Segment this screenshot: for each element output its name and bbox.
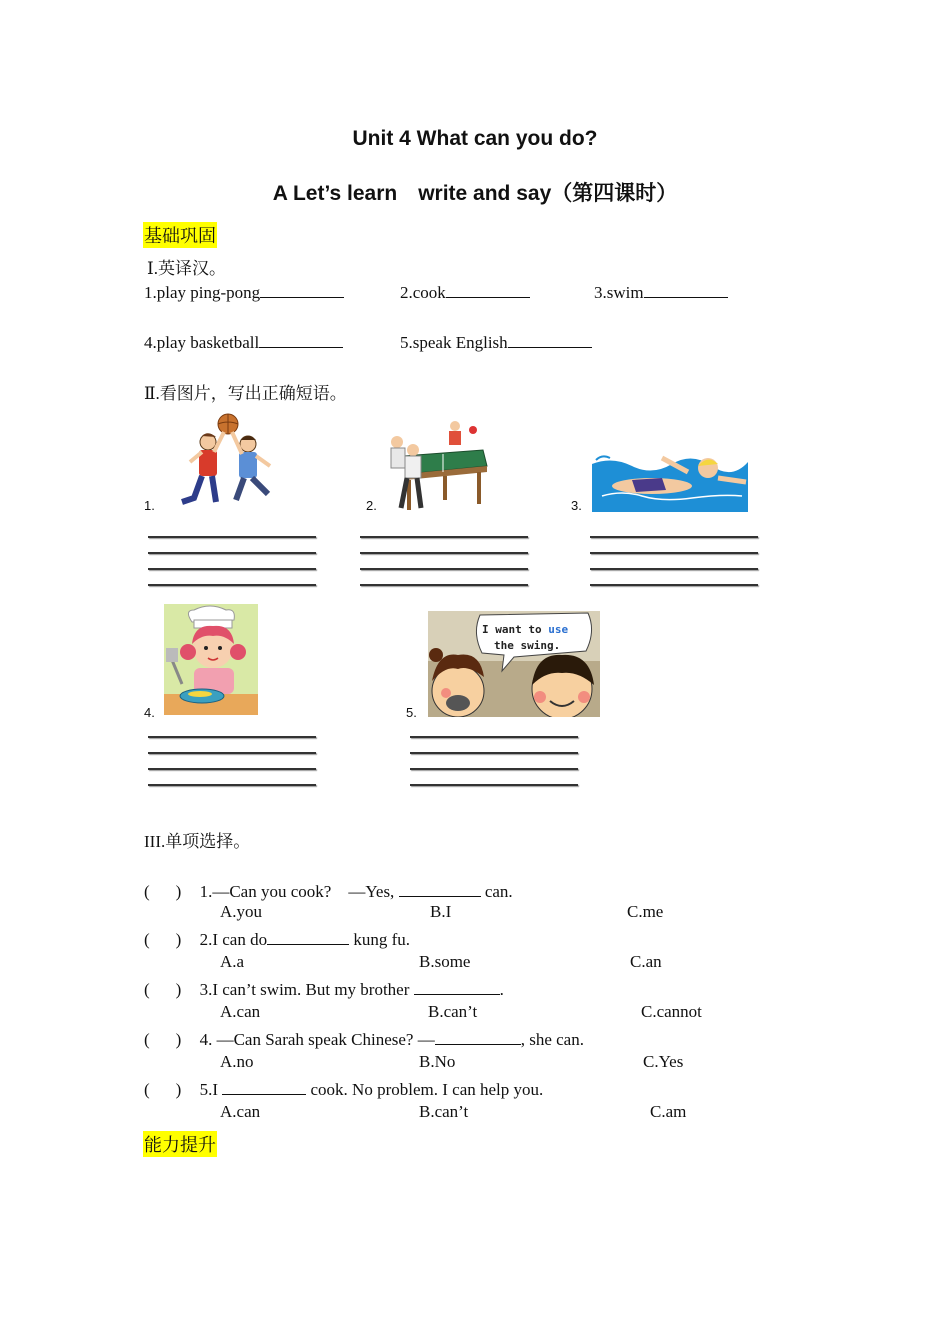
- part1-item-5: 5.speak English: [400, 330, 592, 353]
- section-advanced-label: 能力提升: [143, 1131, 217, 1157]
- writing-lines[interactable]: [148, 536, 316, 600]
- answer-blank[interactable]: [399, 879, 481, 897]
- writing-lines[interactable]: [410, 736, 578, 800]
- question-3: ( ) 3.I can’t swim. But my brother .: [144, 977, 504, 1000]
- answer-blank: [508, 330, 592, 348]
- speech-bubble-line-1: I want to use: [482, 623, 569, 636]
- q4-option-c[interactable]: C.Yes: [643, 1052, 684, 1071]
- q1-option-a[interactable]: A.you: [220, 902, 263, 921]
- q1-option-c[interactable]: C.me: [627, 902, 664, 921]
- part1-item-4: 4.play basketball: [144, 330, 343, 353]
- q1-option-b[interactable]: B.I: [430, 902, 452, 921]
- writing-lines[interactable]: [360, 536, 528, 600]
- answer-blank: [644, 280, 728, 298]
- part1-item-1: 1.play ping-pong: [144, 280, 344, 303]
- part2-heading: Ⅱ.看图片，写出正确短语。: [144, 384, 347, 403]
- q4-option-b[interactable]: B.No: [419, 1052, 456, 1071]
- q5-option-b[interactable]: B.can’t: [419, 1102, 469, 1121]
- swimming-picture: [592, 446, 748, 512]
- part3-heading: III.单项选择。: [144, 832, 251, 851]
- page-subtitle: A Let’s learn write and say（第四课时）: [272, 182, 678, 205]
- writing-lines[interactable]: [590, 536, 758, 600]
- ping-pong-picture: [383, 420, 489, 512]
- picture-2-label: 2.: [366, 498, 377, 513]
- q5-option-c[interactable]: C.am: [650, 1102, 687, 1121]
- picture-3-label: 3.: [571, 498, 582, 513]
- answer-blank[interactable]: [435, 1027, 521, 1045]
- q5-option-a[interactable]: A.can: [220, 1102, 261, 1121]
- question-5: ( ) 5.I cook. No problem. I can help you.: [144, 1077, 543, 1100]
- answer-blank: [260, 280, 344, 298]
- picture-4-label: 4.: [144, 705, 155, 720]
- section-basic-label: 基础巩固: [143, 222, 217, 248]
- answer-blank[interactable]: [267, 927, 349, 945]
- q3-option-b[interactable]: B.can’t: [428, 1002, 478, 1021]
- answer-blank[interactable]: [222, 1077, 306, 1095]
- answer-blank[interactable]: [414, 977, 500, 995]
- q3-option-a[interactable]: A.can: [220, 1002, 261, 1021]
- picture-5-label: 5.: [406, 705, 417, 720]
- speech-bubble-line-2: the swing.: [494, 639, 561, 652]
- part1-item-3: 3.swim: [594, 280, 728, 303]
- picture-1-label: 1.: [144, 498, 155, 513]
- page-title: Unit 4 What can you do?: [352, 127, 598, 150]
- answer-blank: [259, 330, 343, 348]
- question-2: ( ) 2.I can do kung fu.: [144, 927, 410, 950]
- q3-option-c[interactable]: C.cannot: [641, 1002, 702, 1021]
- part1-heading: Ⅰ.英译汉。: [147, 259, 226, 278]
- question-4: ( ) 4. —Can Sarah speak Chinese? — , she can.: [144, 1027, 584, 1050]
- writing-lines[interactable]: [148, 736, 316, 800]
- q2-option-c[interactable]: C.an: [630, 952, 662, 971]
- basketball-picture: [172, 410, 284, 512]
- q4-option-a[interactable]: A.no: [220, 1052, 254, 1071]
- q2-option-b[interactable]: B.some: [419, 952, 471, 971]
- swing-picture: [428, 611, 600, 717]
- q2-option-a[interactable]: A.a: [220, 952, 245, 971]
- answer-blank: [446, 280, 530, 298]
- part1-item-2: 2.cook: [400, 280, 530, 303]
- question-1: ( ) 1.—Can you cook? —Yes, can.: [144, 877, 513, 902]
- cooking-picture: [164, 604, 258, 715]
